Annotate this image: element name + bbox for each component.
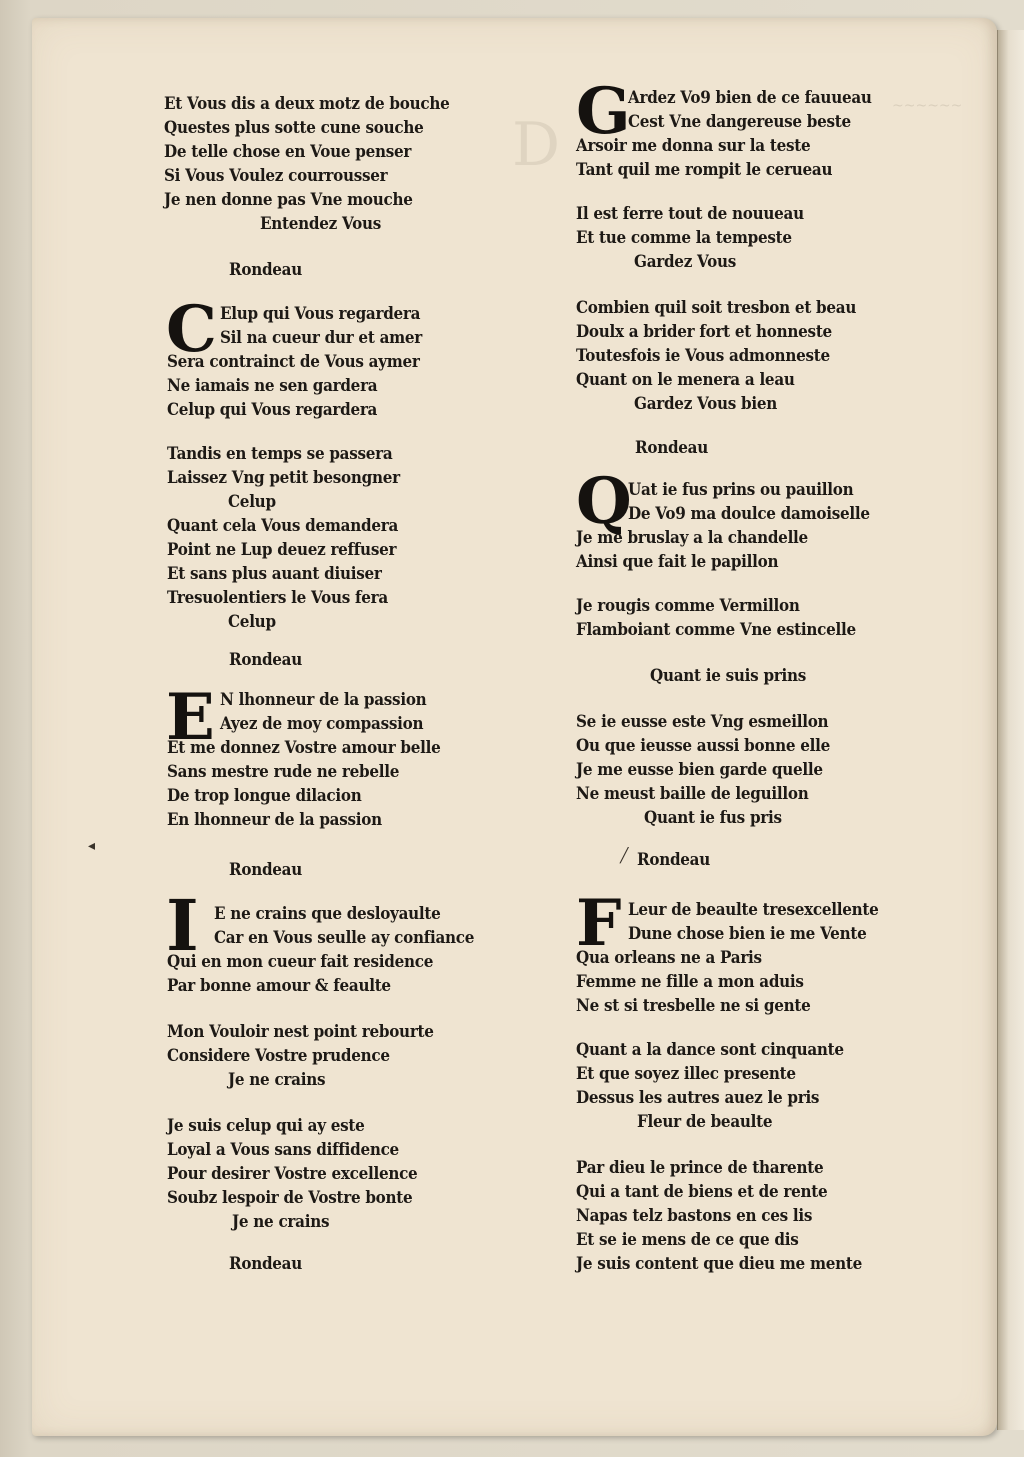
verse-line: Ardez Vo9 bien de ce fauueau (628, 88, 872, 107)
decorated-initial: F (576, 886, 622, 961)
verse-line: Et me donnez Vostre amour belle (167, 738, 441, 757)
show-through-initial: D (512, 110, 561, 180)
refrain-line: Je ne crains (232, 1212, 330, 1231)
decorated-initial: E (166, 680, 215, 755)
verse-line: Si Vous Voulez courrousser (164, 166, 388, 185)
decorated-initial: G (576, 74, 631, 149)
verse-line: Femme ne fille a mon aduis (576, 972, 804, 991)
margin-mark: ╱ (620, 848, 629, 864)
verse-line: Arsoir me donna sur la teste (576, 136, 811, 155)
refrain-line: Gardez Vous bien (634, 394, 778, 413)
verse-line: Point ne Lup deuez reffuser (167, 540, 397, 559)
verse-line: Se ie eusse este Vng esmeillon (576, 712, 829, 731)
verse-line: Je suis celup qui ay este (167, 1116, 365, 1135)
verse-line: Napas telz bastons en ces lis (576, 1206, 813, 1225)
verse-line: Pour desirer Vostre excellence (167, 1164, 418, 1183)
verse-line: Qui a tant de biens et de rente (576, 1182, 828, 1201)
verse-line: Et sans plus auant diuiser (167, 564, 382, 583)
verse-line: Ainsi que fait le papillon (576, 552, 779, 571)
verse-line: Tresuolentiers le Vous fera (167, 588, 388, 607)
verse-line: Flamboiant comme Vne estincelle (576, 620, 856, 639)
verse-line: Cest Vne dangereuse beste (628, 112, 851, 131)
show-through-text: ~~~~~~ (892, 98, 963, 114)
verse-line: Dune chose bien ie me Vente (628, 924, 867, 943)
refrain-line: Gardez Vous (634, 252, 737, 271)
verse-line: Toutesfois ie Vous admonneste (576, 346, 830, 365)
verse-line: Ne meust baille de leguillon (576, 784, 809, 803)
verse-line: Et que soyez illec presente (576, 1064, 796, 1083)
verse-line: Loyal a Vous sans diffidence (167, 1140, 399, 1159)
verse-line: Car en Vous seulle ay confiance (214, 928, 475, 947)
verse-line: Tandis en temps se passera (167, 444, 393, 463)
page-edge (997, 30, 1024, 1430)
verse-line: Ne iamais ne sen gardera (167, 376, 378, 395)
verse-line: Qua orleans ne a Paris (576, 948, 762, 967)
verse-line: Quant cela Vous demandera (167, 516, 399, 535)
verse-line: Par dieu le prince de tharente (576, 1158, 824, 1177)
verse-line: Qui en mon cueur fait residence (167, 952, 434, 971)
verse-line: Considere Vostre prudence (167, 1046, 390, 1065)
verse-line: Et tue comme la tempeste (576, 228, 792, 247)
verse-line: De trop longue dilacion (167, 786, 362, 805)
decorated-initial: Q (576, 464, 632, 539)
refrain-line: Quant ie suis prins (650, 666, 807, 685)
verse-line: Doulx a brider fort et honneste (576, 322, 832, 341)
rondeau-heading: Rondeau (635, 438, 708, 457)
verse-line: Il est ferre tout de nouueau (576, 204, 804, 223)
verse-line: De Vo9 ma doulce damoiselle (628, 504, 870, 523)
verse-line: Ayez de moy compassion (220, 714, 424, 733)
decorated-initial: C (166, 292, 217, 367)
verse-line: Mon Vouloir nest point rebourte (167, 1022, 434, 1041)
verse-line: Soubz lespoir de Vostre bonte (167, 1188, 413, 1207)
rondeau-heading: Rondeau (229, 860, 302, 879)
verse-line: Je nen donne pas Vne mouche (164, 190, 413, 209)
verse-line: Tant quil me rompit le cerueau (576, 160, 833, 179)
verse-line: Quant on le menera a leau (576, 370, 795, 389)
verse-line: Je rougis comme Vermillon (576, 596, 800, 615)
verse-line: N lhonneur de la passion (220, 690, 427, 709)
verse-line: Par bonne amour & feaulte (167, 976, 391, 995)
verse-line: Quant a la dance sont cinquante (576, 1040, 844, 1059)
verse-line: Celup qui Vous regardera (167, 400, 378, 419)
verse-line: Questes plus sotte cune souche (164, 118, 424, 137)
verse-line: Je suis content que dieu me mente (576, 1254, 863, 1273)
verse-line: Leur de beaulte tresexcellente (628, 900, 879, 919)
verse-line: Elup qui Vous regardera (220, 304, 421, 323)
verse-line: Ne st si tresbelle ne si gente (576, 996, 811, 1015)
verse-line: Sil na cueur dur et amer (220, 328, 423, 347)
verse-line: E ne crains que desloyaulte (214, 904, 441, 923)
book-page (32, 18, 997, 1436)
verse-line: Je me eusse bien garde quelle (576, 760, 823, 779)
verse-line: Uat ie fus prins ou pauillon (628, 480, 854, 499)
refrain-line: Entendez Vous (260, 214, 382, 233)
refrain-line: Celup (228, 492, 276, 511)
refrain-line: Quant ie fus pris (644, 808, 782, 827)
rondeau-heading: Rondeau (229, 260, 302, 279)
margin-mark: ◂ (88, 838, 96, 854)
refrain-line: Fleur de beaulte (637, 1112, 773, 1131)
verse-line: Et se ie mens de ce que dis (576, 1230, 799, 1249)
verse-line: Ou que ieusse aussi bonne elle (576, 736, 830, 755)
refrain-line: Je ne crains (228, 1070, 326, 1089)
decorated-initial: I (166, 884, 199, 967)
verse-line: Sans mestre rude ne rebelle (167, 762, 400, 781)
refrain-line: Celup (228, 612, 276, 631)
verse-line: Et Vous dis a deux motz de bouche (164, 94, 450, 113)
rondeau-heading: Rondeau (229, 650, 302, 669)
verse-line: Dessus les autres auez le pris (576, 1088, 820, 1107)
rondeau-heading: Rondeau (229, 1254, 302, 1273)
rondeau-heading: Rondeau (637, 850, 710, 869)
verse-line: De telle chose en Voue penser (164, 142, 412, 161)
verse-line: Je me bruslay a la chandelle (576, 528, 808, 547)
verse-line: Laissez Vng petit besongner (167, 468, 400, 487)
verse-line: Sera contrainct de Vous aymer (167, 352, 420, 371)
verse-line: En lhonneur de la passion (167, 810, 382, 829)
verse-line: Combien quil soit tresbon et beau (576, 298, 857, 317)
